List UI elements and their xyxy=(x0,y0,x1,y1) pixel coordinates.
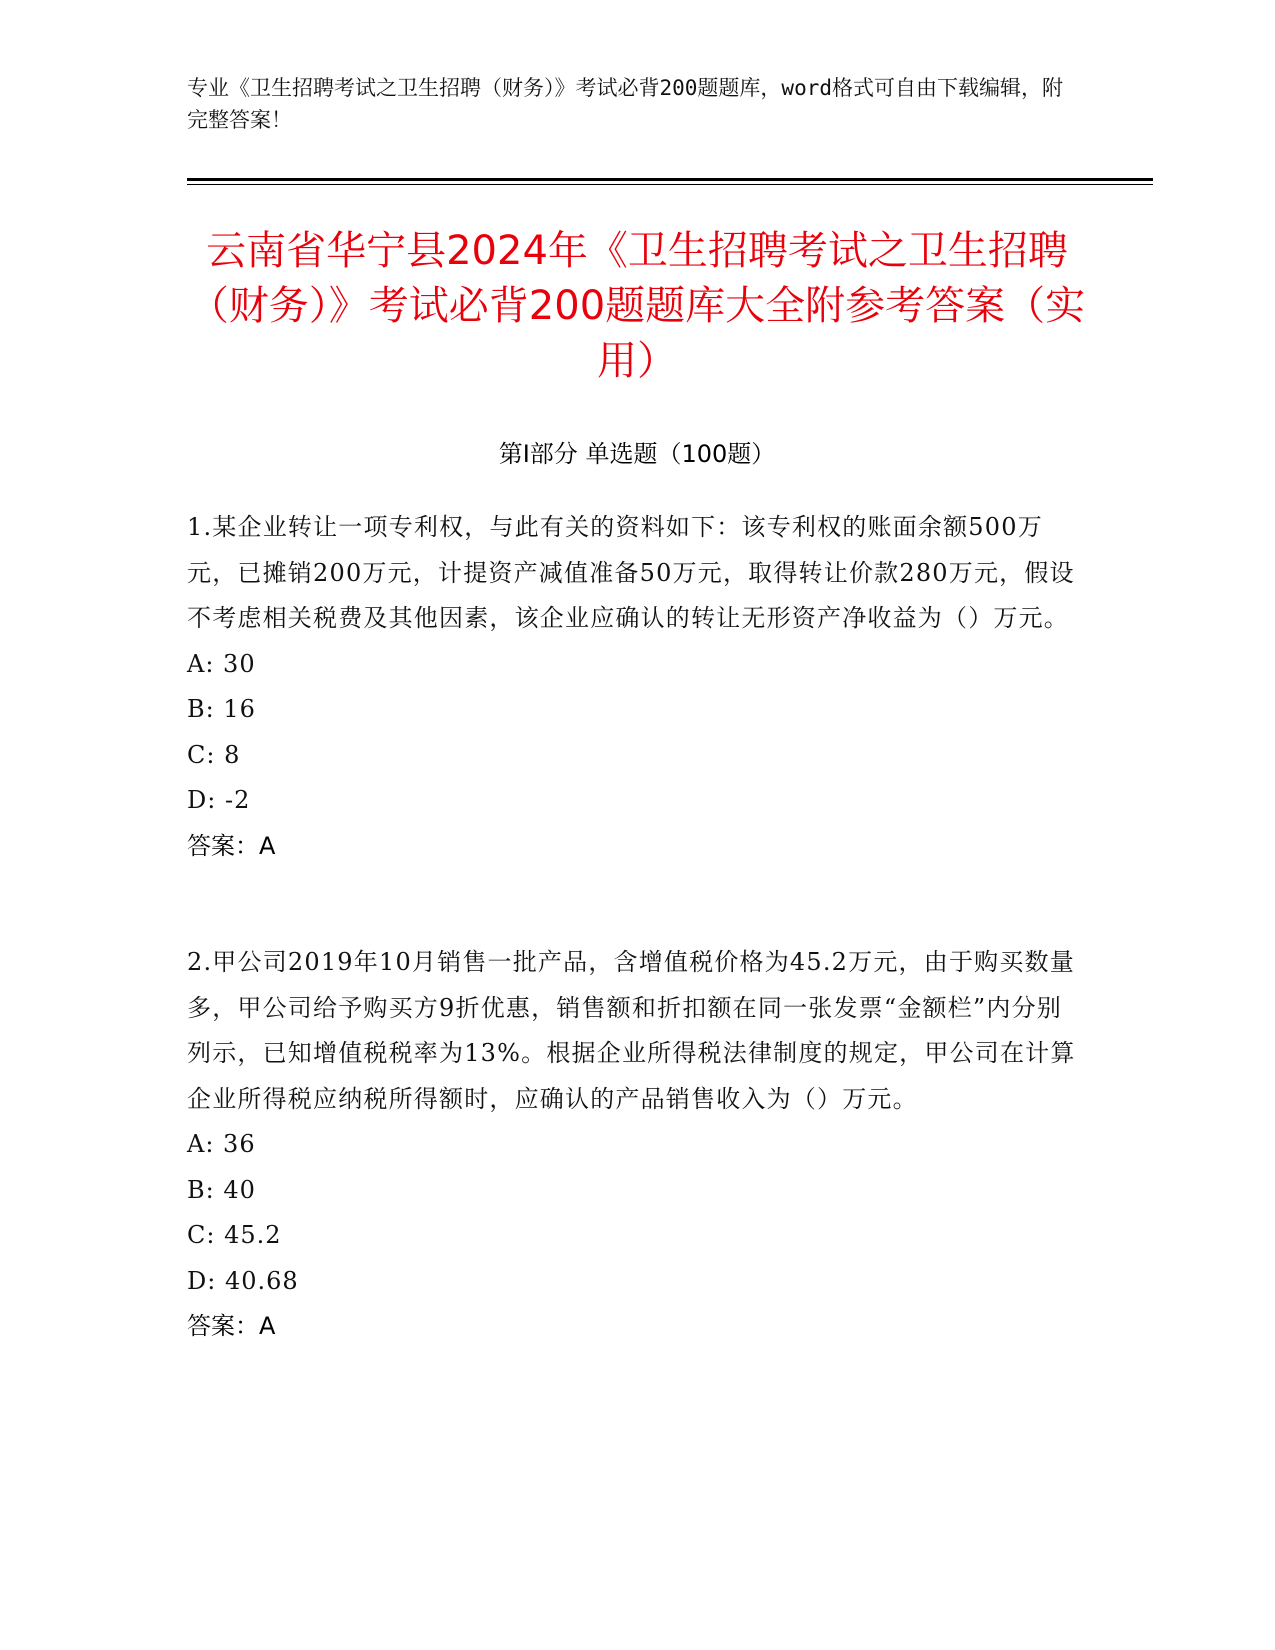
document-title: 云南省华宁县2024年《卫生招聘考试之卫生招聘（财务）》考试必背200题题库大全附参考答案（实用） xyxy=(188,228,1086,384)
question-1 xyxy=(187,505,1087,869)
header-divider-thin xyxy=(187,184,1153,185)
option-d: D: 40.68 xyxy=(187,1266,299,1295)
option-d: D: -2 xyxy=(187,786,251,814)
option-c: C: 45.2 xyxy=(187,1221,282,1249)
answer-label: 答案：A xyxy=(187,831,276,860)
option-a: A: 30 xyxy=(187,649,256,678)
question-2 xyxy=(187,940,1087,1350)
option-a: A: 36 xyxy=(187,1130,256,1158)
section-heading: 第Ⅰ部分 单选题（100题） xyxy=(498,440,776,468)
option-b: B: 16 xyxy=(187,695,256,723)
header-divider-thick xyxy=(187,178,1153,181)
answer-label: 答案：A xyxy=(187,1312,276,1340)
question-stem: 2.甲公司2019年10月销售一批产品，含增值税价格为45.2万元，由于购买数量多，甲公司给予购买方9折优惠，销售额和折扣额在同一张发票“金额栏”内分别列示，已知增值税税率为13%。根据企业所得税法律制度的规定，甲公司在计算企业所得税应纳税所得额时，应确认的产品销售收入为（）万元。 xyxy=(187,948,1076,1113)
header-note: 专业《卫生招聘考试之卫生招聘（财务）》考试必背200题题库，word格式可自由下载编辑，附完整答案！ xyxy=(187,76,1063,132)
option-b: B: 40 xyxy=(187,1175,256,1204)
option-c: C: 8 xyxy=(187,740,241,769)
question-stem: 1.某企业转让一项专利权，与此有关的资料如下：该专利权的账面余额500万元，已摊销200万元，计提资产减值准备50万元，取得转让价款280万元，假设不考虑相关税费及其他因素，该企业应确认的转让无形资产净收益为（）万元。 xyxy=(187,513,1075,632)
